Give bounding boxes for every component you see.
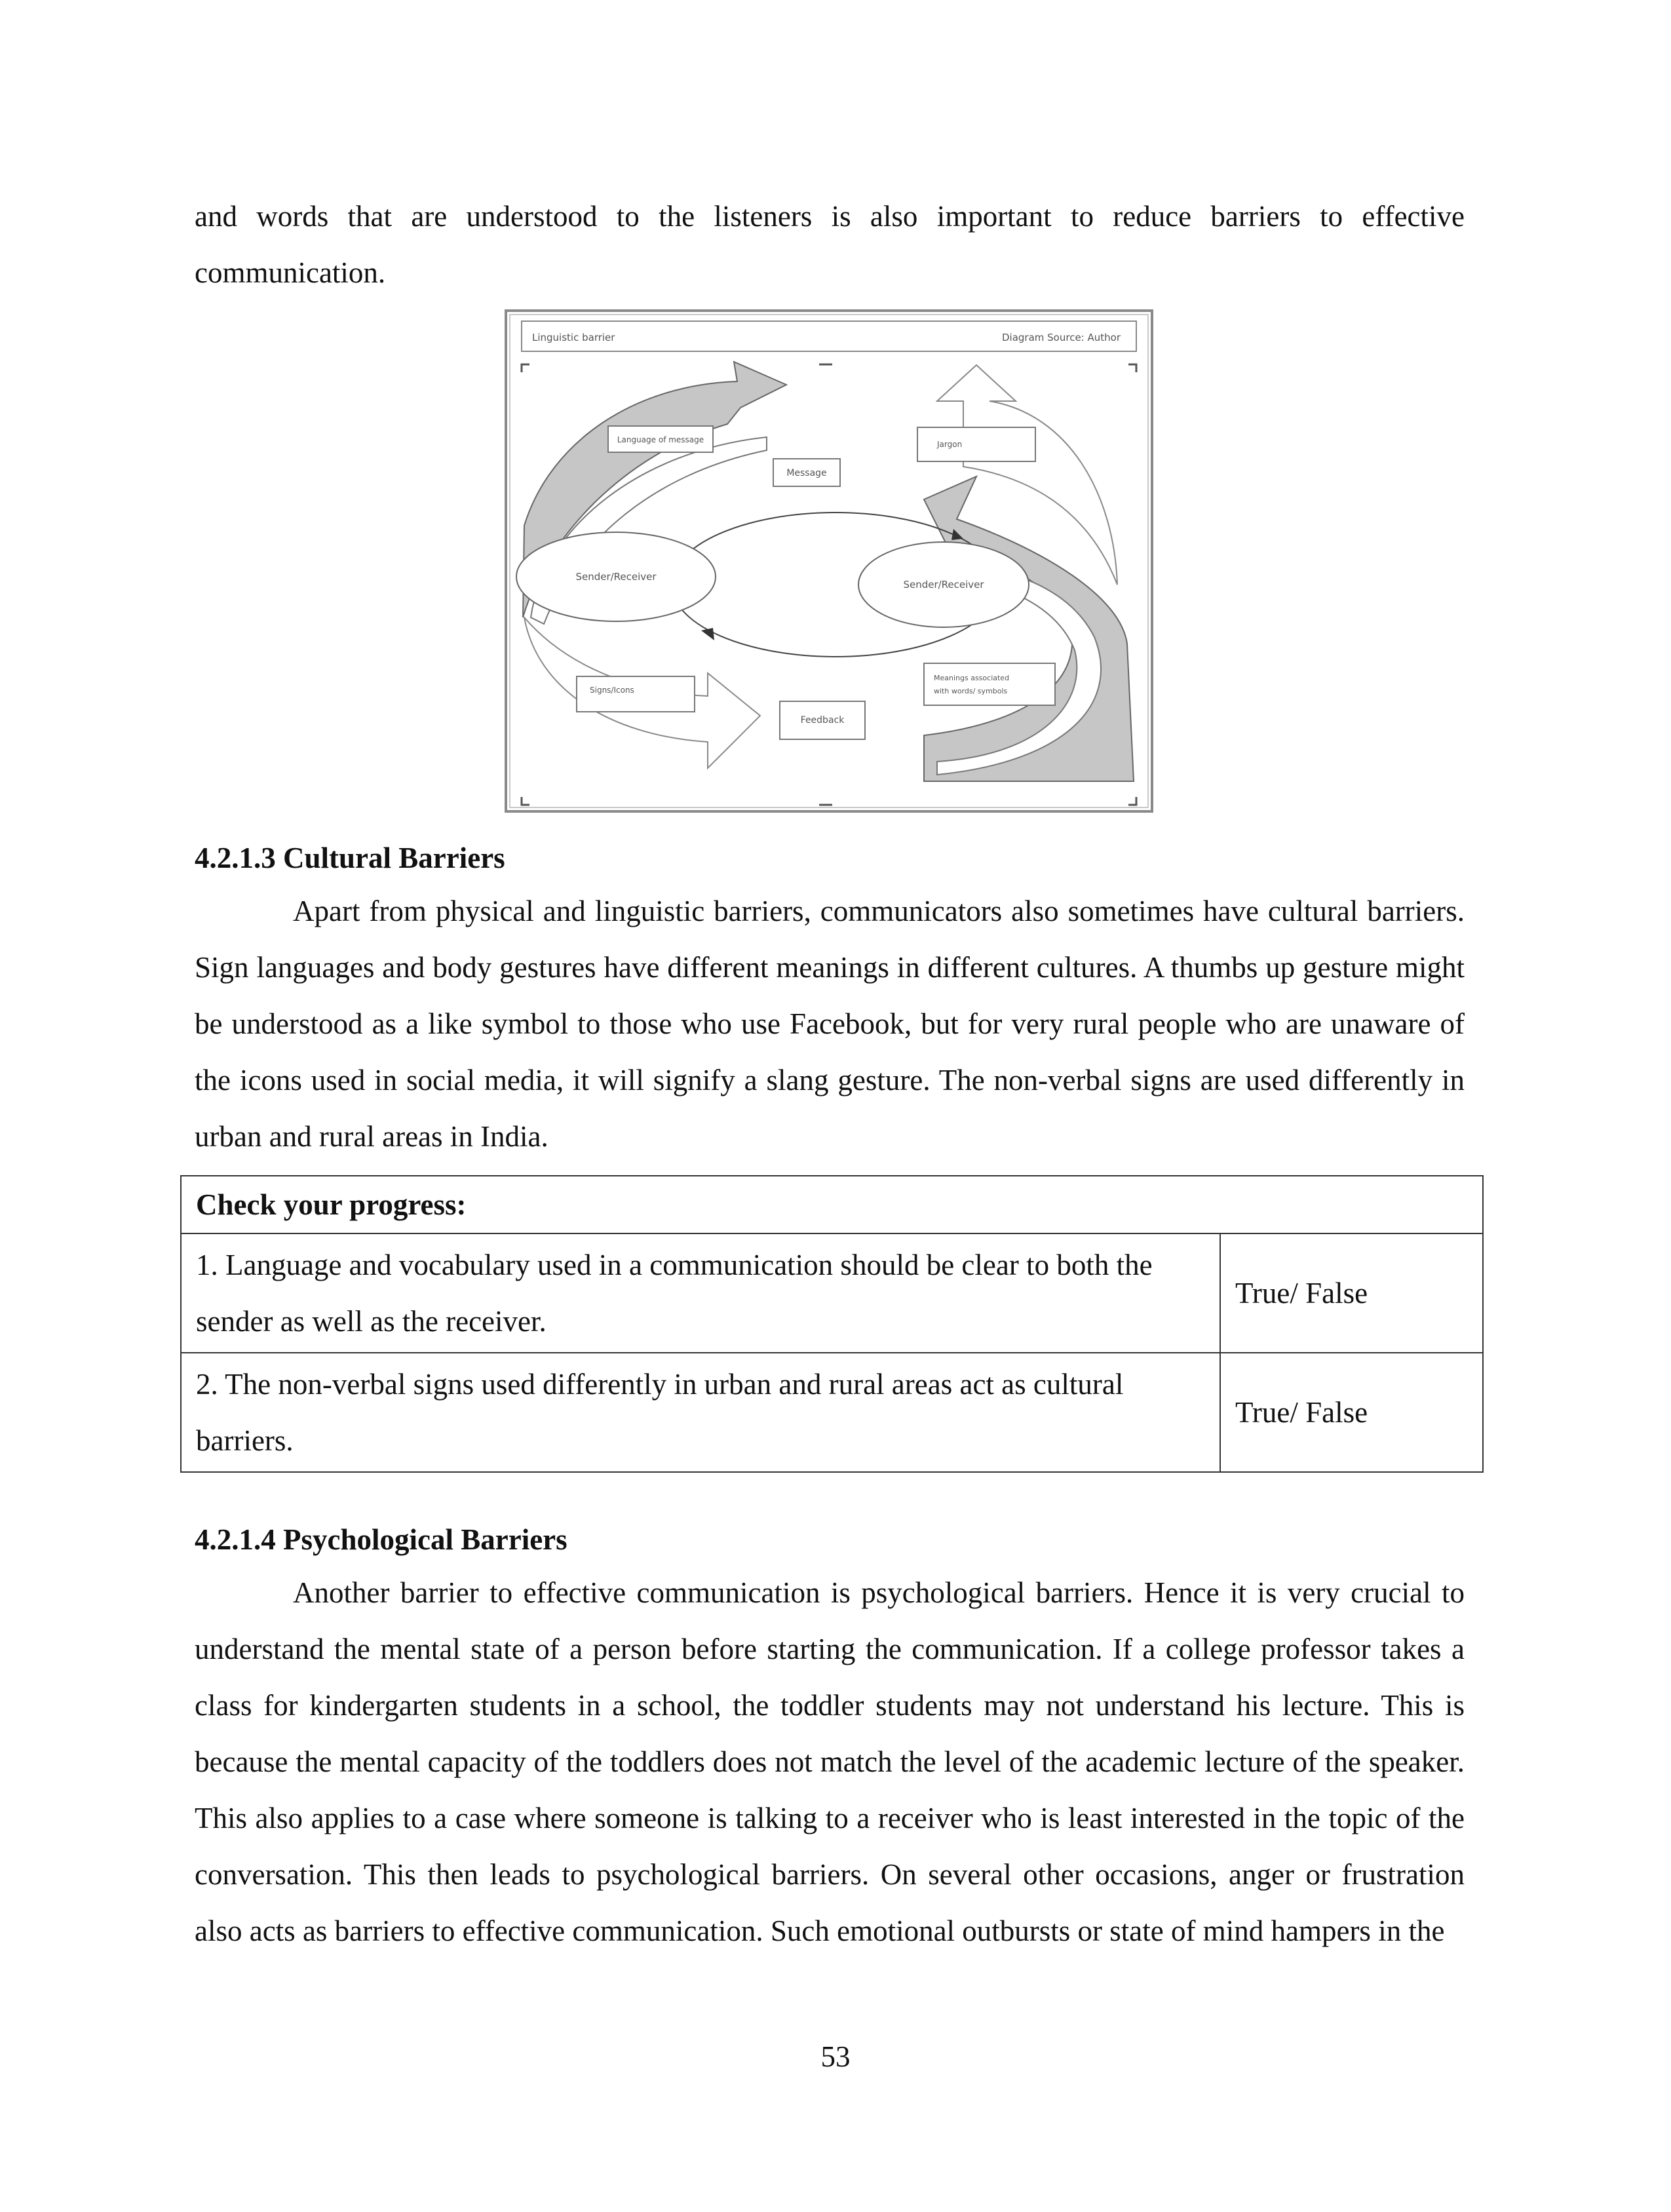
diagram-title: Linguistic barrier [532,332,615,343]
meanings-label-line2: with words/ symbols [934,687,1008,695]
progress-question-1: 1. Language and vocabulary used in a communication should be clear to both the sender as well as the receiver. [181,1233,1220,1353]
sender-receiver-right: Sender/Receiver [903,579,984,591]
progress-row [181,1233,1483,1353]
check-progress-label: Check your progress: [181,1176,1483,1233]
progress-question-2: 2. The non-verbal signs used differently in urban and rural areas act as cultural barriers. [181,1353,1220,1472]
progress-row [181,1353,1483,1472]
sender-receiver-left: Sender/Receiver [575,571,657,583]
signs-icons-label: Signs/Icons [590,686,634,695]
linguistic-barrier-diagram [505,309,1153,813]
cultural-barriers-heading: 4.2.1.3 Cultural Barriers [195,842,505,874]
psychological-barriers-paragraph: Another barrier to effective communication is psychological barriers. Hence it is very crucial to understand the mental state of a person before starting the communication. If a college professor takes a class for kindergarten students in a school, the toddler students may not understand his lecture. This is because the mental capacity of the toddlers does not match the level of the academic lecture of the speaker. This also applies to a case where someone is talking to a receiver who is least interested in the topic of the conversation. This then leads to psychological barriers. On several other occasions, anger or frustration also acts as barriers to effective communication. Such emotional outbursts or state of mind hampers in the [195,1576,1465,1947]
diagram-source: Diagram Source: Author [1001,332,1121,343]
progress-answer-2: True/ False [1220,1353,1483,1472]
progress-answer-1: True/ False [1220,1233,1483,1353]
progress-header-row [181,1176,1483,1233]
cultural-barriers-paragraph: Apart from physical and linguistic barriers, communicators also sometimes have cultural barriers. Sign languages and body gestures have different meanings in different cultures. A thumbs up gesture might be understood as a like symbol to those who use Facebook, but for very rural people who are unaware of the icons used in social media, it will signify a slang gesture. The non-verbal signs are used differently in urban and rural areas in India. [195,895,1465,1153]
page-number: 53 [820,2040,851,2073]
meanings-label-line1: Meanings associated [934,674,1010,682]
language-of-message-label: Language of message [617,435,704,444]
feedback-label: Feedback [800,715,845,726]
psychological-barriers-heading: 4.2.1.4 Psychological Barriers [195,1523,567,1556]
message-label: Message [786,468,827,478]
check-progress-table [180,1175,1484,1473]
jargon-label: Jargon [937,440,963,449]
intro-paragraph: and words that are understood to the listeners is also important to reduce barriers to effective communication. [195,200,1465,289]
